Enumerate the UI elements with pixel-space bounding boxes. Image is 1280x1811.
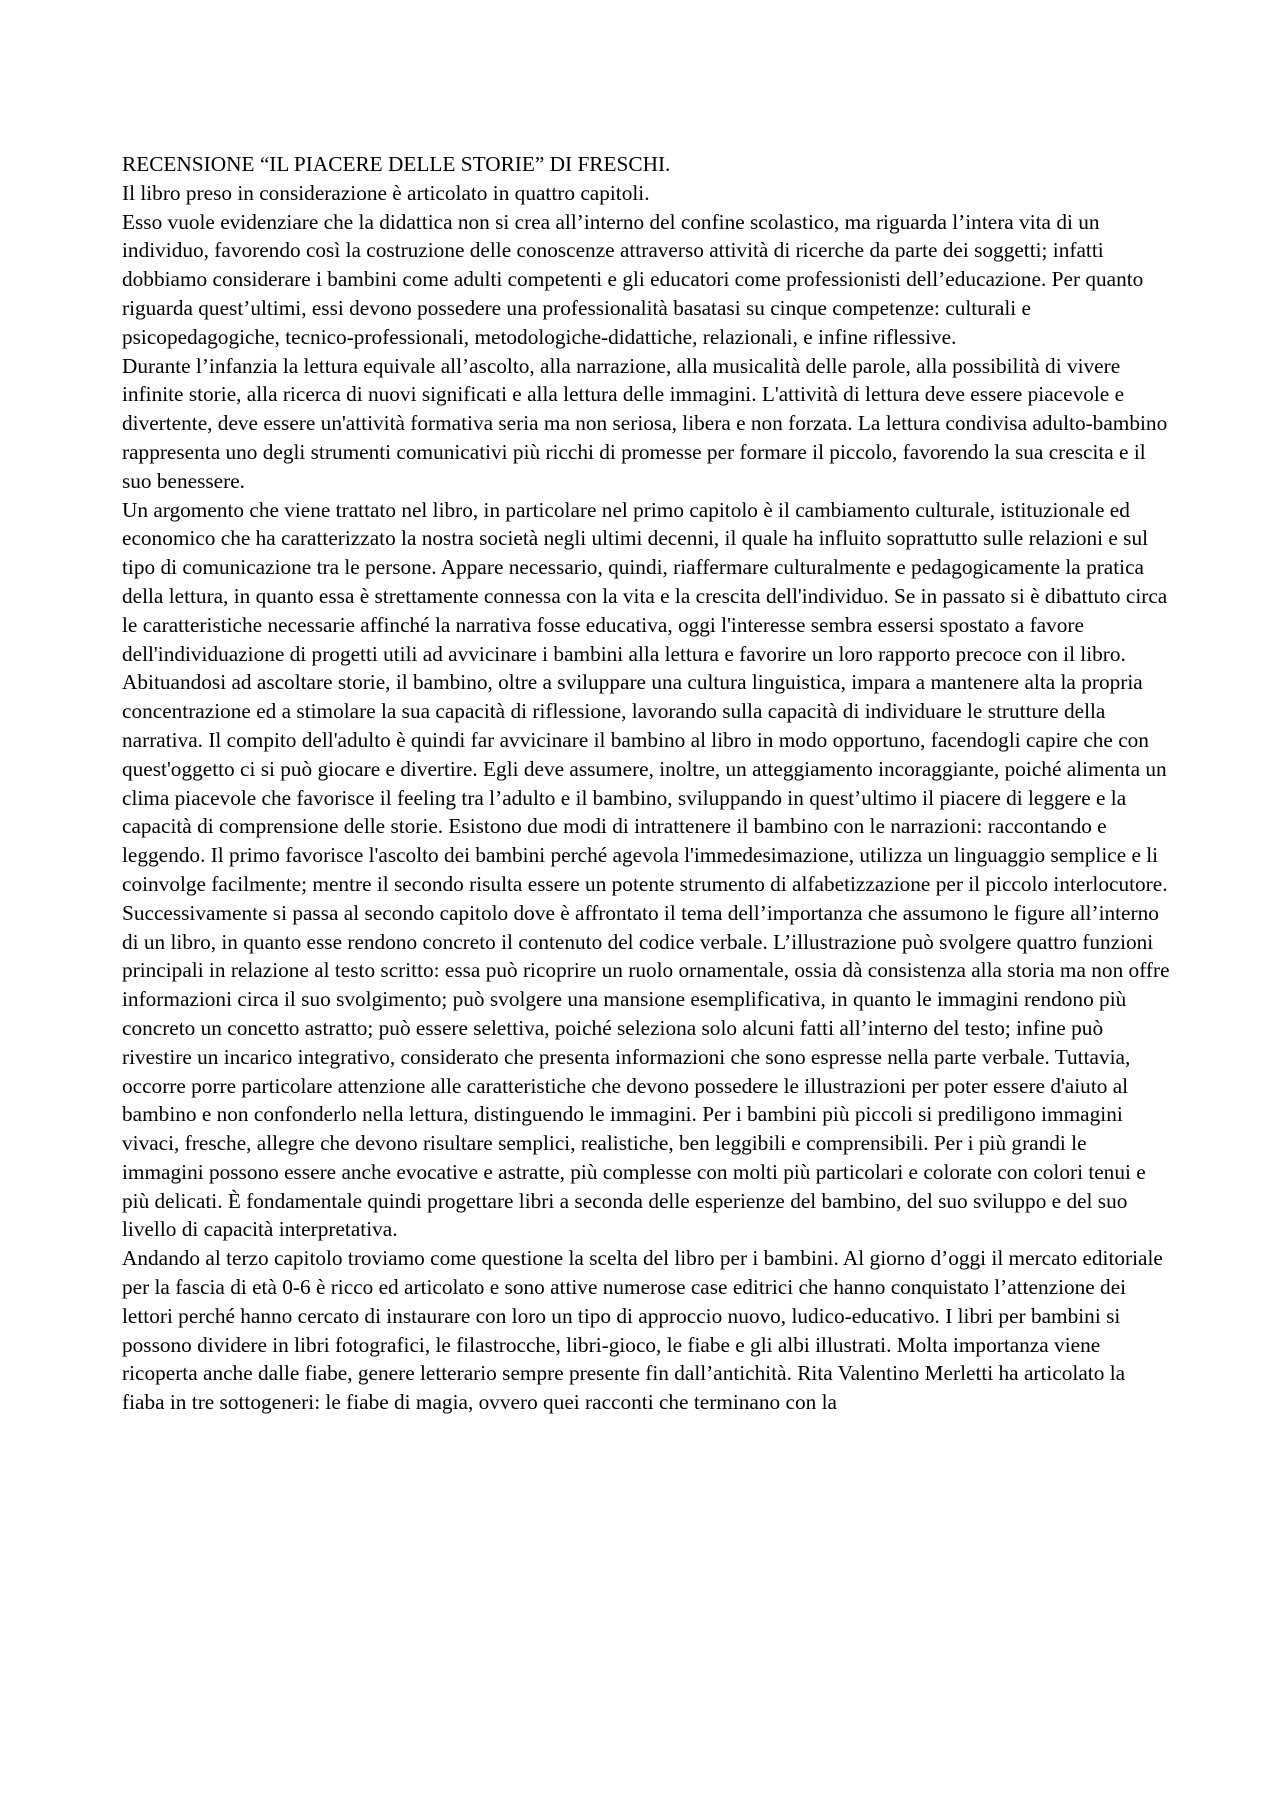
paragraph-secondo-capitolo: Successivamente si passa al secondo capitolo dove è affrontato il tema dell’importanza che assumono le figure all’interno di un libro, in quanto esse rendono concreto il contenuto del codice verbale. L’illustrazione può svolgere quattro funzioni principali in relazione al testo scritto: essa può ricoprire un ruolo ornamentale, ossia dà consistenza alla storia ma non offre informazioni circa il suo svolgimento; può svolgere una mansione esemplificativa, in quanto le immagini rendono più concreto un concetto astratto; può essere selettiva, poiché seleziona solo alcuni fatti all’interno del testo; infine può rivestire un incarico integrativo, considerato che presenta informazioni che sono espresse nella parte verbale. Tuttavia, occorre porre particolare attenzione alle caratteristiche che devono possedere le illustrazioni per poter essere d'aiuto al bambino e non confonderlo nella lettura, distinguendo le immagini. Per i bambini più piccoli si prediligono immagini vivaci, fresche, allegre che devono risultare semplici, realistiche, ben leggibili e comprensibili. Per i più grandi le immagini possono essere anche evocative e astratte, più complesse con molti più particolari e colorate con colori tenui e più delicati. È fondamentale quindi progettare libri a seconda delle esperienze del bambino, del suo sviluppo e del suo livello di capacità interpretativa.: [122, 900, 1170, 1242]
paragraph-terzo-capitolo: Andando al terzo capitolo troviamo come questione la scelta del libro per i bambini. Al giorno d’oggi il mercato editoriale per la fascia di età 0-6 è ricco ed articolato e sono attive numerose case editrici che hanno conquistato l’attenzione dei lettori perché hanno cercato di instaurare con loro un tipo di approccio nuovo, ludico-educativo. I libri per bambini si possono dividere in libri fotografici, le filastrocche, libri-gioco, le fiabe e gli albi illustrati. Molta importanza viene ricoperta anche dalle fiabe, genere letterario sempre presente fin dall’antichità. Rita Valentino Merletti ha articolato la fiaba in tre sottogeneri: le fiabe di magia, ovvero quei racconti che terminano con la: [122, 1246, 1163, 1415]
paragraph-infanzia: Durante l’infanzia la lettura equivale all’ascolto, alla narrazione, alla musicalità delle parole, alla possibilità di vivere infinite storie, alla ricerca di nuovi significati e alla lettura delle immagini. L'attività di lettura deve essere piacevole e divertente, deve essere un'attività formativa seria ma non seriosa, libera e non forzata. La lettura condivisa adulto-bambino rappresenta uno degli strumenti comunicativi più ricchi di promesse per formare il piccolo, favorendo la sua crescita e il suo benessere.: [122, 353, 1168, 493]
document-title: RECENSIONE “IL PIACERE DELLE STORIE” DI FRESCHI.: [122, 152, 671, 176]
paragraph-primo-capitolo: Un argomento che viene trattato nel libro, in particolare nel primo capitolo è il cambiamento culturale, istituzionale ed economico che ha caratterizzato la nostra società negli ultimi decenni, il quale ha influito soprattutto sulle relazioni e sul tipo di comunicazione tra le persone. Appare necessario, quindi, riaffermare culturalmente e pedagogicamente la pratica della lettura, in quanto essa è strettamente connessa con la vita e la crescita dell'individuo. Se in passato si è dibattuto circa le caratteristiche necessarie affinché la narrativa fosse educativa, oggi l'interesse sembra essersi spostato a favore dell'individuazione di progetti utili ad avvicinare i bambini alla lettura e favorire un loro rapporto precoce con il libro. Abituandosi ad ascoltare storie, il bambino, oltre a sviluppare una cultura linguistica, impara a mantenere alta la propria concentrazione ed a stimolare la sua capacità di riflessione, lavorando sulla capacità di individuare le strutture della narrativa. Il compito dell'adulto è quindi far avvicinare il bambino al libro in modo opportuno, facendogli capire che con quest'oggetto ci si può giocare e divertire. Egli deve assumere, inoltre, un atteggiamento incoraggiante, poiché alimenta un clima piacevole che favorisce il feeling tra l’adulto e il bambino, sviluppando in quest’ultimo il piacere di leggere e la capacità di comprensione delle storie. Esistono due modi di intrattenere il bambino con le narrazioni: raccontando e leggendo. Il primo favorisce l'ascolto dei bambini perché agevola l'immedesimazione, utilizza un linguaggio semplice e li coinvolge facilmente; mentre il secondo risulta essere un potente strumento di alfabetizzazione per il piccolo interlocutore.: [122, 497, 1168, 896]
paragraph-didattica: Esso vuole evidenziare che la didattica non si crea all’interno del confine scolastico, ma riguarda l’intera vita di un individuo, favorendo così la costruzione delle conoscenze attraverso attività di ricerche da parte dei soggetti; infatti dobbiamo considerare i bambini come adulti competenti e gli educatori come professionisti dell’educazione. Per quanto riguarda quest’ultimi, essi devono possedere una professionalità basatasi su cinque competenze: culturali e psicopedagogiche, tecnico-professionali, metodologiche-didattiche, relazionali, e infine riflessive.: [122, 209, 1144, 349]
paragraph-intro: Il libro preso in considerazione è articolato in quattro capitoli.: [122, 180, 650, 205]
document-page: [122, 150, 1172, 1417]
